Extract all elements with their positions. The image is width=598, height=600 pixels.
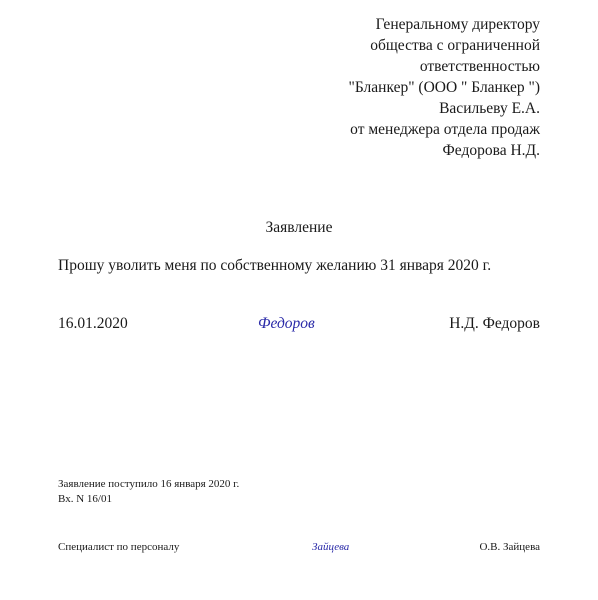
- addressee-line: общества с ограниченной: [370, 37, 540, 54]
- incoming-number: Вх. N 16/01: [58, 493, 112, 505]
- addressee-line: от менеджера отдела продаж: [350, 121, 540, 138]
- addressee-line: Федорова Н.Д.: [442, 142, 540, 159]
- addressee-block: [280, 14, 540, 161]
- received-line: Заявление поступило 16 января 2020 г.: [58, 478, 240, 490]
- document-body: Прошу уволить меня по собственному желанию 31 января 2020 г.: [58, 257, 492, 274]
- document-title: Заявление: [265, 219, 333, 236]
- addressee-line: Васильеву Е.А.: [439, 100, 540, 117]
- addressee-line: ответственностью: [419, 58, 540, 75]
- applicant-signature: Федоров: [258, 315, 315, 332]
- specialist-signature: Зайцева: [312, 541, 350, 553]
- addressee-line: Генеральному директору: [375, 16, 540, 33]
- registration-block: [58, 477, 239, 507]
- specialist-role: Специалист по персоналу: [58, 541, 180, 553]
- document-date: 16.01.2020: [58, 315, 128, 332]
- addressee-line: "Бланкер" (ООО " Бланкер "): [348, 79, 540, 96]
- applicant-name: Н.Д. Федоров: [449, 315, 540, 332]
- specialist-name: О.В. Зайцева: [479, 541, 540, 553]
